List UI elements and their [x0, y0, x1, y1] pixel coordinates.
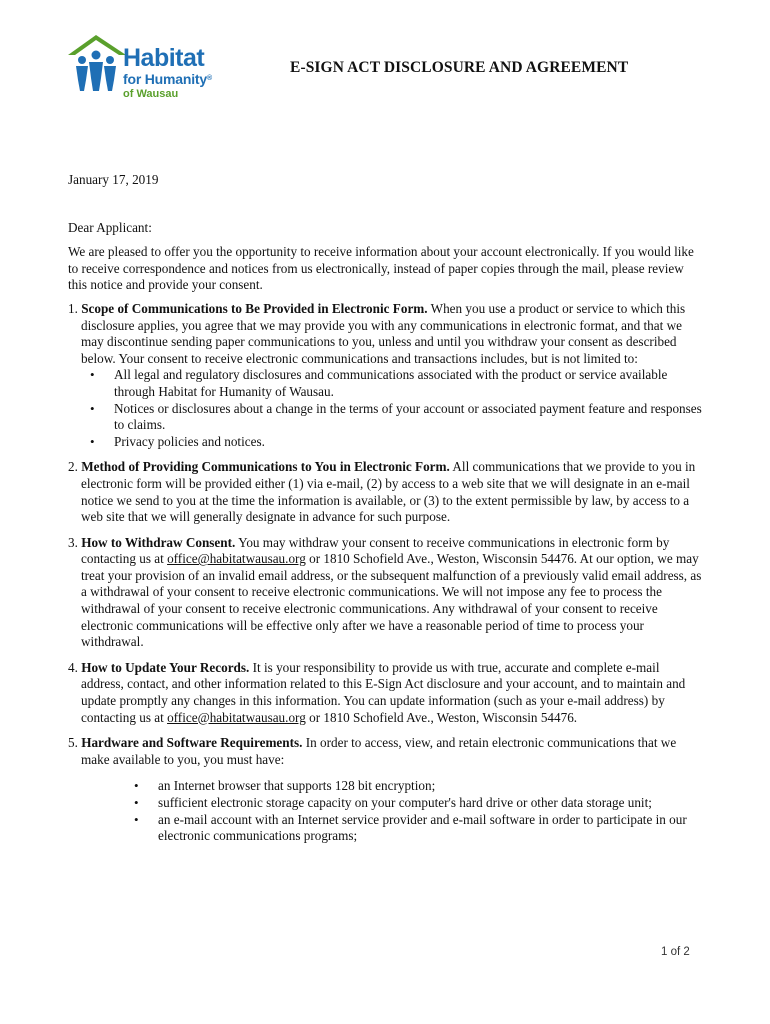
- habitat-logo: [66, 33, 236, 105]
- section-2: [68, 459, 703, 525]
- logo-line-1: Habitat: [123, 44, 205, 72]
- house-people-icon: [66, 33, 128, 93]
- section-5-bullets: [68, 778, 703, 844]
- section-1-heading: Scope of Communications to Be Provided in Electronic Form.: [81, 300, 428, 316]
- section-5-heading: Hardware and Software Requirements.: [81, 735, 303, 751]
- section-1-bullets: [68, 367, 703, 450]
- section-5-text: 5. Hardware and Software Requirements. In order to access, view, and retain electronic communications that we make available to you, you must have:: [68, 735, 677, 767]
- list-item: • Notices or disclosures about a change in the terms of your account or associated payment feature and responses to claims.: [81, 401, 703, 434]
- document-body: [68, 172, 703, 854]
- letter-date: January 17, 2019: [68, 172, 159, 187]
- office-email-link[interactable]: office@habitatwausau.org: [167, 709, 306, 725]
- section-4-heading: How to Update Your Records.: [81, 659, 250, 675]
- list-item: • an Internet browser that supports 128 bit encryption;: [126, 778, 703, 795]
- section-2-text: 2. Method of Providing Communications to You in Electronic Form. All communications that we provide to you in electronic form will be provided either (1) via e-mail, (2) by access to a web site that we will designate in an e-mail notice we send to you at the time the information is available, or (3) to the extent permissible by law, by access to a web site that we will generally designate in advance for such purpose.: [68, 459, 696, 525]
- section-3-text: 3. How to Withdraw Consent. You may withdraw your consent to receive communications in electronic form by contacting us at office@habitatwausau.org or 1810 Schofield Ave., Weston, Wisconsin 54476. At our option, we may treat your provision of an invalid email address, or the subsequent malfunction of a previously valid email address, as a withdrawal of your consent to receive electronic communications. We will not impose any fee to process the withdrawal of your consent to receive electronic communications. Any withdrawal of your consent to receive electronic communications will be effective only after we have a reasonable period of time to process your withdrawal.: [68, 534, 702, 650]
- page-number: 1 of 2: [661, 946, 690, 958]
- section-4: [68, 660, 703, 726]
- section-3: [68, 535, 703, 651]
- list-item: • All legal and regulatory disclosures and communications associated with the product or service available through Habitat for Humanity of Wausau.: [81, 367, 703, 400]
- section-1-text: 1. Scope of Communications to Be Provided in Electronic Form. When you use a product or service to which this disclosure applies, you agree that we may provide you with any communications in electronic format, and that we may discontinue sending paper communications to you, unless and until you withdraw your consent as described below. Your consent to receive electronic communications and transactions includes, but is not limited to:: [68, 300, 686, 366]
- document-title: E-SIGN ACT DISCLOSURE AND AGREEMENT: [290, 59, 629, 76]
- logo-line-2: for Humanity®: [123, 71, 212, 87]
- list-item: • sufficient electronic storage capacity on your computer's hard drive or other data storage unit;: [126, 795, 703, 812]
- section-3-heading: How to Withdraw Consent.: [81, 534, 236, 550]
- office-email-link[interactable]: office@habitatwausau.org: [167, 551, 306, 567]
- section-5: [68, 735, 703, 845]
- section-4-text: 4. How to Update Your Records. It is your responsibility to provide us with true, accurate and complete e-mail address, contact, and other information related to this E-Sign Act disclosure and your account, and to maintain and update promptly any changes in this information. You can update information (such as your e-mail address) by contacting us at office@habitatwausau.org or 1810 Schofield Ave., Weston, Wisconsin 54476.: [68, 659, 686, 725]
- intro-paragraph: We are pleased to offer you the opportunity to receive information about your account electronically. If you would like to receive correspondence and notices from us electronically, instead of paper copies through the mail, please review this notice and provide your consent.: [68, 244, 694, 293]
- logo-wordmark: [123, 45, 212, 101]
- salutation: Dear Applicant:: [68, 219, 152, 235]
- list-item: • Privacy policies and notices.: [81, 434, 703, 451]
- section-2-heading: Method of Providing Communications to You in Electronic Form.: [81, 459, 450, 475]
- list-item: • an e-mail account with an Internet service provider and e-mail software in order to participate in our electronic communications programs;: [126, 812, 703, 845]
- logo-line-3: of Wausau: [123, 88, 179, 100]
- section-1: [68, 301, 703, 450]
